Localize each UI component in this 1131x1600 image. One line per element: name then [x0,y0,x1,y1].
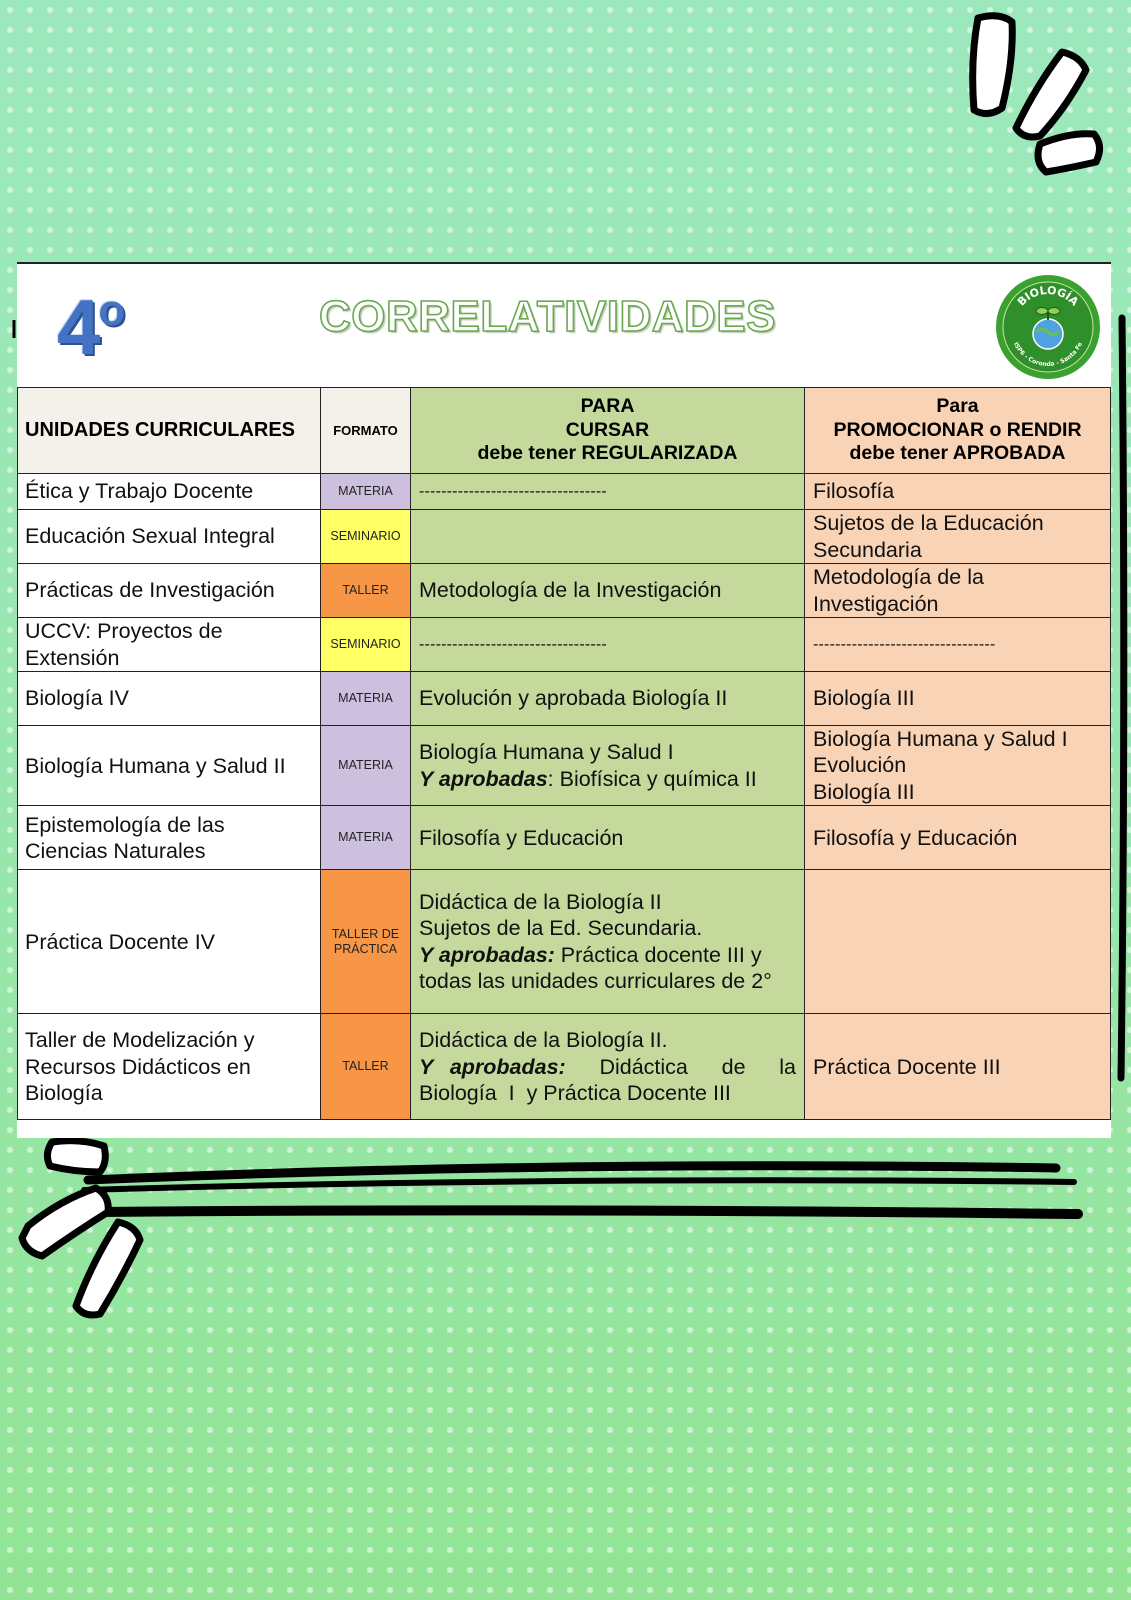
header-unidades: UNIDADES CURRICULARES [18,388,321,474]
formato-badge: SEMINARIO [321,510,411,564]
cursar-line: Didáctica de la Biología II [419,889,662,914]
cursar-line [419,1054,802,1107]
cursar-cell: Evolución y aprobada Biología II [411,672,805,726]
cursar-cell: Metodología de la Investigación [411,564,805,618]
grade-ordinal: o [98,286,124,335]
cursar-cell [411,726,805,806]
promocionar-line: Biología Humana y Salud I [813,727,1068,751]
logo-top-text: BIOLOGÍA [1014,283,1082,309]
promocionar-cell: Filosofía [805,474,1111,510]
header-cursar-line: debe tener REGULARIZADA [477,442,738,465]
unidad-cell: Biología IV [18,672,321,726]
cursar-rest: Práctica docente III y todas las unidades curriculares de 2° [419,942,772,994]
formato-badge: SEMINARIO [321,618,411,672]
cursar-cell [411,1014,805,1120]
header-promocionar-line: debe tener APROBADA [849,442,1066,465]
unidad-cell: UCCV: Proyectos de Extensión [18,618,321,672]
cursar-cell: ---------------------------------- [411,618,805,672]
promocionar-cell [805,870,1111,1014]
header-promocionar [805,388,1111,474]
table-row [18,564,1111,618]
cursar-cell [411,870,805,1014]
cursar-line: Sujetos de la Ed. Secundaria. [419,916,703,941]
side-line-right [1121,318,1124,1078]
table-row [18,672,1111,726]
formato-badge: MATERIA [321,672,411,726]
cursar-line [419,766,796,792]
cursar-cell: ---------------------------------- [411,474,805,510]
cursar-line: Biología Humana y Salud I [419,740,674,765]
aprobadas-label: Y aprobadas [419,766,548,791]
table-row [18,474,1111,510]
header-promocionar-line: PROMOCIONAR o RENDIR [833,418,1082,441]
emphasis-marks-top-icon [973,16,1100,172]
table-row [18,510,1111,564]
unidad-cell: Epistemología de las Ciencias Naturales [18,806,321,870]
table-header-row [18,388,1111,474]
promocionar-cell [805,726,1111,806]
promocionar-cell: Sujetos de la Educación Secundaria [805,510,1111,564]
grade-number: 4 [57,283,99,371]
header-cursar-line: CURSAR [565,418,650,441]
correlatividades-table [17,387,1111,1120]
cursar-rest: : Biofísica y química II [547,766,757,791]
formato-badge: TALLER [321,1014,411,1120]
cursar-cell [411,510,805,564]
unidad-cell: Prácticas de Investigación [18,564,321,618]
promocionar-cell: --------------------------------- [805,618,1111,672]
grade-label [57,282,123,373]
promocionar-cell: Filosofía y Educación [805,806,1111,870]
formato-badge: TALLER [321,564,411,618]
promocionar-cell: Práctica Docente III [805,1014,1111,1120]
emphasis-marks-bottom-icon [22,1141,140,1315]
header-cursar [411,388,805,474]
header-formato: FORMATO [321,388,411,474]
table-row [18,1014,1111,1120]
promocionar-cell: Metodología de la Investigación [805,564,1111,618]
promocionar-line: Biología III [813,779,915,804]
biologia-logo-icon [995,274,1101,380]
promocionar-cell: Biología III [805,672,1111,726]
promocionar-line: Evolución [813,753,907,778]
formato-badge: MATERIA [321,806,411,870]
unidad-cell: Biología Humana y Salud II [18,726,321,806]
table-row [18,870,1111,1014]
header-cursar-line: PARA [580,395,635,418]
correlatividades-card [17,262,1111,1138]
unidad-cell: Práctica Docente IV [18,870,321,1014]
unidad-cell: Taller de Modelización y Recursos Didácticos en Biología [18,1014,321,1120]
header-promocionar-line: Para [936,395,979,418]
card-header [17,262,1111,387]
formato-badge: TALLER DE PRÁCTICA [321,870,411,1014]
table-row [18,726,1111,806]
scribble-lines [84,1166,1078,1214]
cursar-line: Didáctica de la Biología II. [419,1028,668,1053]
cursar-cell: Filosofía y Educación [411,806,805,870]
logo-bottom-text: ISP6 - Coronda - Santa Fe [1012,341,1084,369]
formato-badge: MATERIA [321,726,411,806]
page-title: CORRELATIVIDADES [319,292,776,341]
unidad-cell: Educación Sexual Integral [18,510,321,564]
formato-badge: MATERIA [321,474,411,510]
aprobadas-label: Y aprobadas: [419,942,555,967]
table-row [18,618,1111,672]
cursar-line [419,942,796,995]
unidad-cell: Ética y Trabajo Docente [18,474,321,510]
table-row [18,806,1111,870]
aprobadas-label: Y aprobadas: [419,1054,566,1079]
cursar-rest: Didáctica de la Biología I y Práctica Docente III [419,1054,802,1106]
